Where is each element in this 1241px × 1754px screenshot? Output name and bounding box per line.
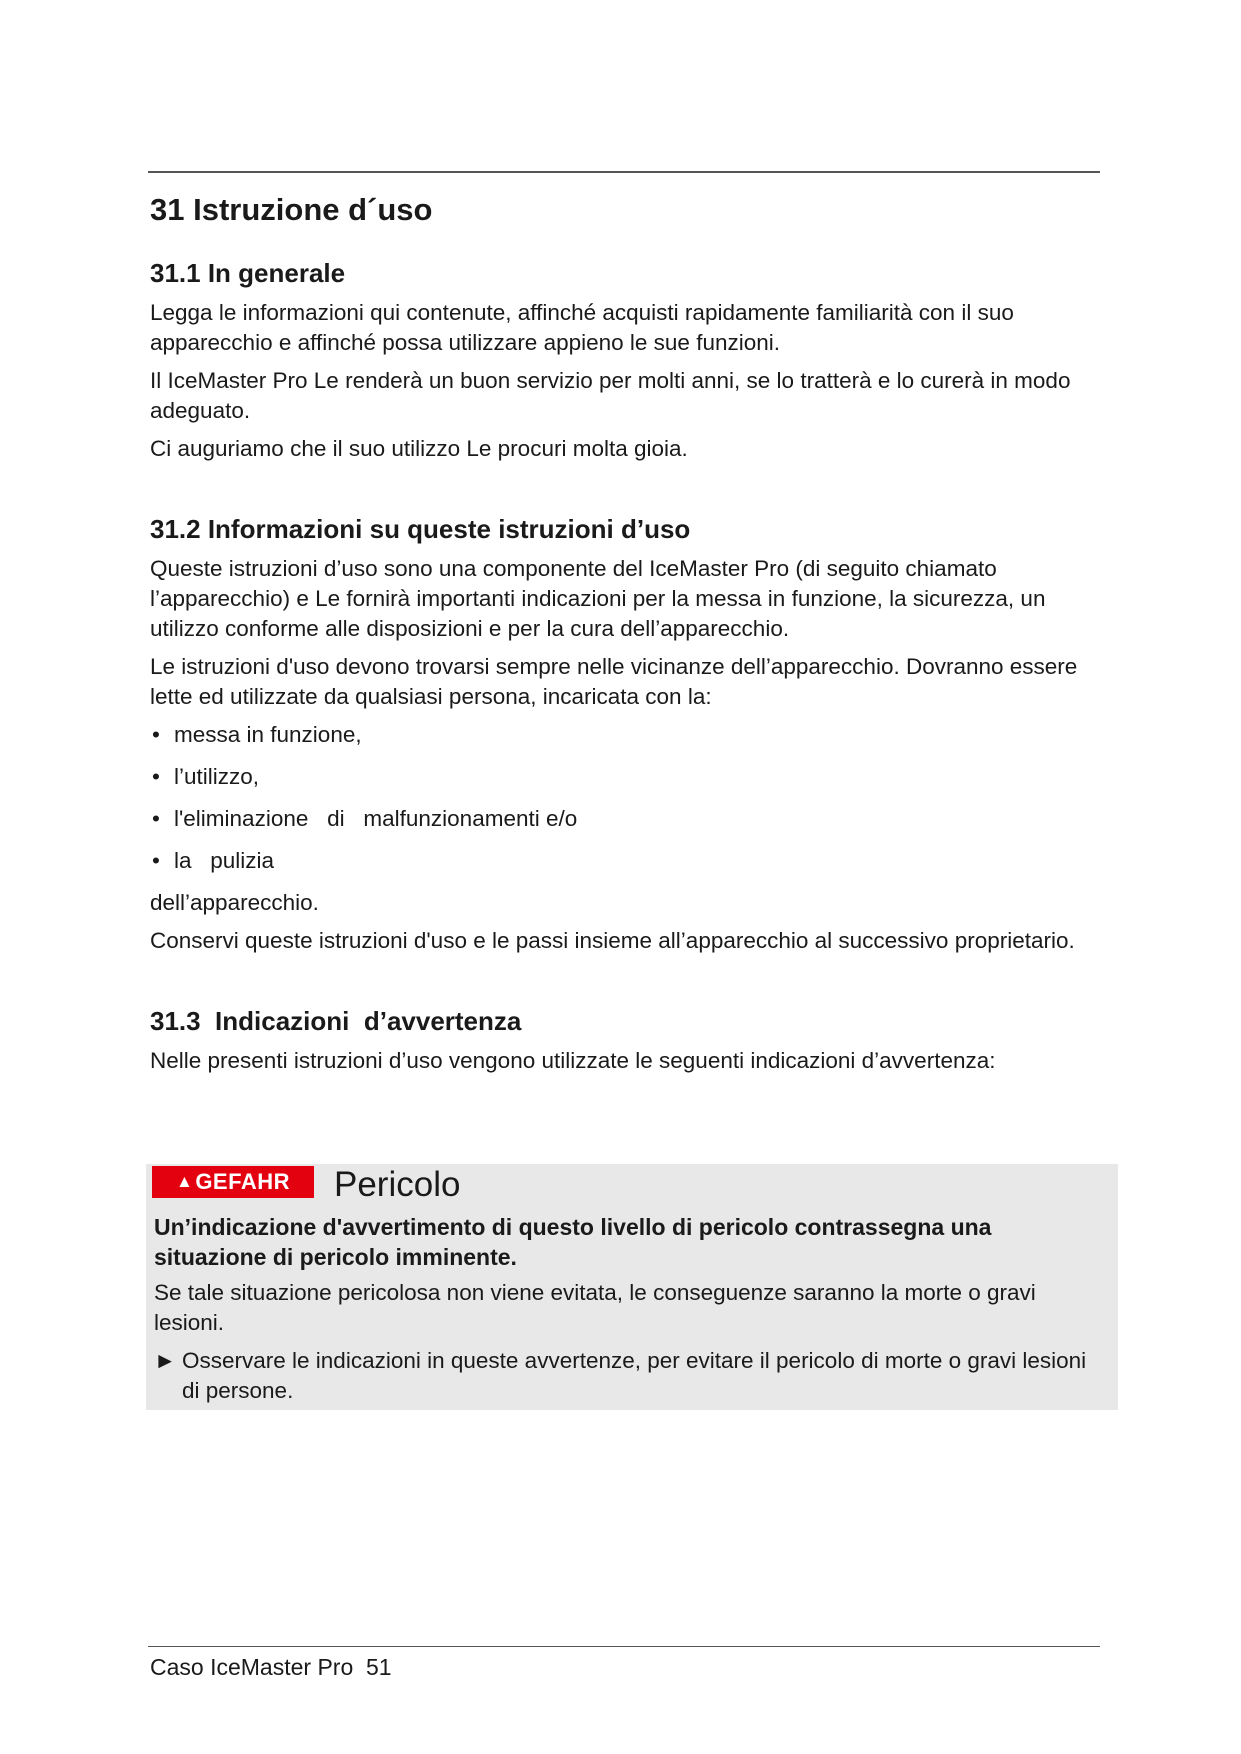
- paragraph: Queste istruzioni d’uso sono una componente del IceMaster Pro (di seguito chiamato l’apparecchio) e Le fornirà importanti indicazioni per la messa in funzione, la sicurezza, un utilizzo conforme alle disposizioni e per la cura dell’apparecchio.: [150, 556, 1046, 641]
- list-item: • messa in funzione,: [150, 720, 1095, 750]
- paragraph: dell’apparecchio.: [150, 890, 319, 915]
- paragraph: Conservi queste istruzioni d'uso e le passi insieme all’apparecchio al successivo proprietario.: [150, 928, 1075, 953]
- section-about-instructions: [150, 512, 1095, 956]
- danger-warning-box: [146, 1164, 1118, 1410]
- warning-level-title: Pericolo: [334, 1165, 461, 1204]
- page-footer: Caso IceMaster Pro 51: [150, 1654, 392, 1680]
- bullet-icon: •: [152, 722, 160, 747]
- bullet-list: [150, 720, 1095, 876]
- badge-label: GEFAHR: [195, 1169, 290, 1194]
- paragraph: Le istruzioni d'uso devono trovarsi sempre nelle vicinanze dell’apparecchio. Dovranno essere lette ed utilizzate da qualsiasi persona, incaricata con la:: [150, 654, 1078, 709]
- section-title: 31.2 Informazioni su queste istruzioni d’uso: [150, 514, 691, 544]
- page-content: [150, 190, 1095, 1084]
- warning-body: [154, 1212, 1104, 1406]
- section-warnings: [150, 1004, 1095, 1076]
- bullet-icon: •: [152, 764, 160, 789]
- warning-instruction: ► Osservare le indicazioni in queste avvertenze, per evitare il pericolo di morte o gravi lesioni di persone.: [154, 1348, 1087, 1403]
- paragraph: Legga le informazioni qui contenute, affinché acquisti rapidamente familiarità con il suo apparecchio e affinché possa utilizzare appieno le sue funzioni.: [150, 300, 1014, 355]
- section-title: 31.1 In generale: [150, 258, 346, 288]
- paragraph: Ci auguriamo che il suo utilizzo Le procuri molta gioia.: [150, 436, 688, 461]
- bullet-icon: •: [152, 848, 160, 873]
- list-item: • la pulizia: [150, 846, 1095, 876]
- list-item: • l’utilizzo,: [150, 762, 1095, 792]
- paragraph: Nelle presenti istruzioni d’uso vengono utilizzate le seguenti indicazioni d’avvertenza:: [150, 1048, 996, 1073]
- section-title: 31.3 Indicazioni d’avvertenza: [150, 1006, 522, 1036]
- footer-rule: [148, 1646, 1100, 1647]
- header-rule: [148, 171, 1100, 173]
- warning-consequence: Se tale situazione pericolosa non viene evitata, le conseguenze saranno la morte o gravi lesioni.: [154, 1280, 1036, 1335]
- danger-badge: [152, 1166, 314, 1198]
- paragraph: Il IceMaster Pro Le renderà un buon servizio per molti anni, se lo tratterà e lo curerà in modo adeguato.: [150, 368, 1071, 423]
- list-item: • l'eliminazione di malfunzionamenti e/o: [150, 804, 1095, 834]
- bullet-icon: •: [152, 806, 160, 831]
- warning-triangle-icon: ▲: [175, 1172, 194, 1191]
- chapter-title: 31 Istruzione d´uso: [150, 192, 433, 227]
- arrow-right-icon: ►: [154, 1348, 177, 1373]
- warning-definition: Un’indicazione d'avvertimento di questo livello di pericolo contrassegna una situazione di pericolo imminente.: [154, 1214, 992, 1270]
- section-general: [150, 256, 1095, 464]
